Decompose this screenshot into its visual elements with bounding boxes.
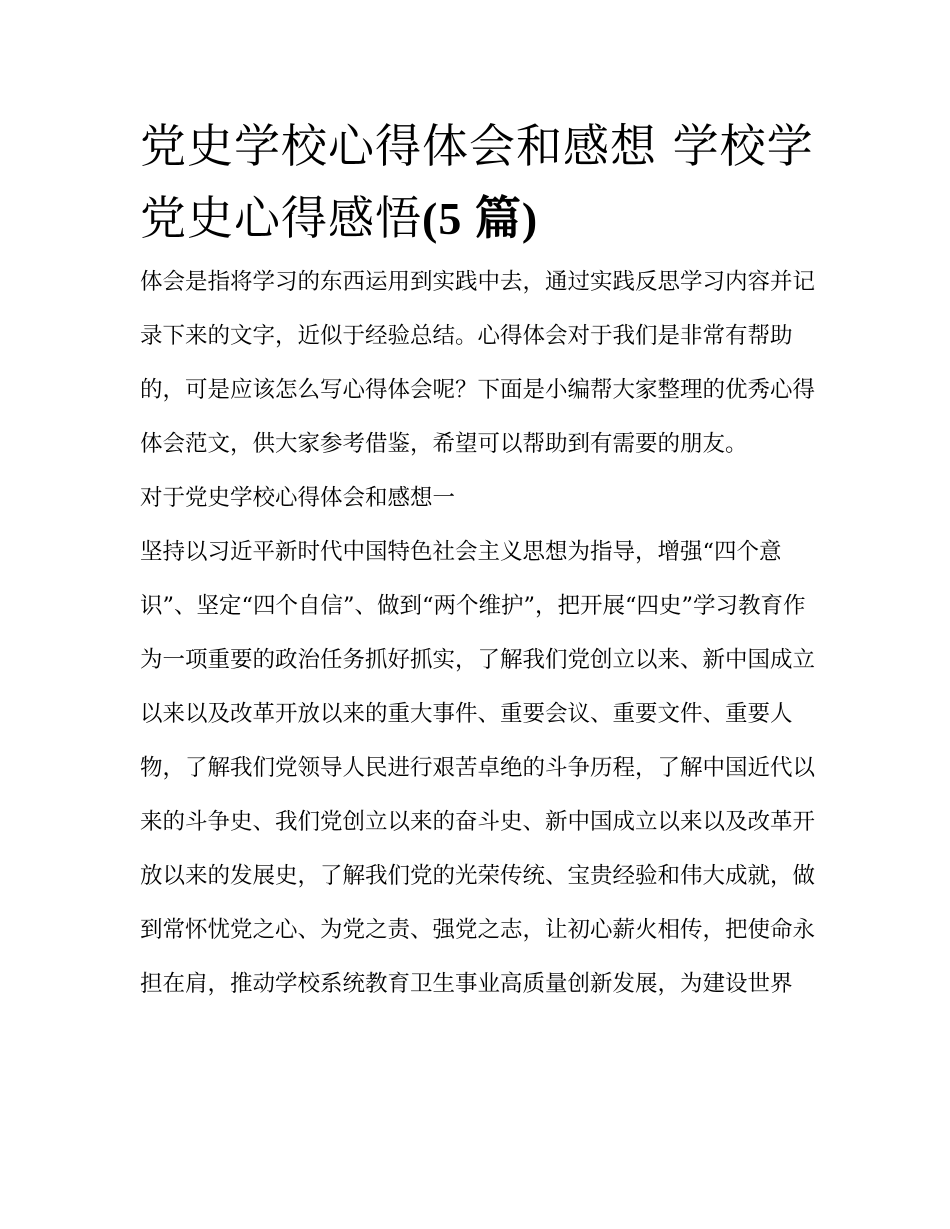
document-page: [140, 110, 815, 1011]
document-title: [140, 110, 815, 255]
section-body-paragraph: 坚持以习近平新时代中国特色社会主义思想为指导，增强“四个意识”、坚定“四个自信”、做到“两个维护”，把开展“四史”学习教育作为一项重要的政治任务抓好抓实，了解我们党创立以来、新中国成立以来以及改革开放以来的重大事件、重要会议、重要文件、重要人物，了解我们党领导人民进行艰苦卓绝的斗争历程，了解中国近代以来的斗争史、我们党创立以来的奋斗史、新中国成立以来以及改革开放以来的发展史，了解我们党的光荣传统、宝贵经验和伟大成就，做到常怀忧党之心、为党之责、强党之志，让初心薪火相传，把使命永担在肩，推动学校系统教育卫生事业高质量创新发展，为建设世界: [140, 539, 816, 997]
title-count: (5 篇): [422, 193, 539, 244]
title-text: 党史学校心得体会和感想 学校学党史心得感悟: [140, 119, 814, 245]
section-heading: 对于党史学校心得体会和感想一: [140, 485, 456, 511]
intro-paragraph: 体会是指将学习的东西运用到实践中去，通过实践反思学习内容并记录下来的文字，近似于经验总结。心得体会对于我们是非常有帮助的，可是应该怎么写心得体会呢？下面是小编帮大家整理的优秀心得体会范文，供大家参考借鉴，希望可以帮助到有需要的朋友。: [140, 269, 816, 457]
